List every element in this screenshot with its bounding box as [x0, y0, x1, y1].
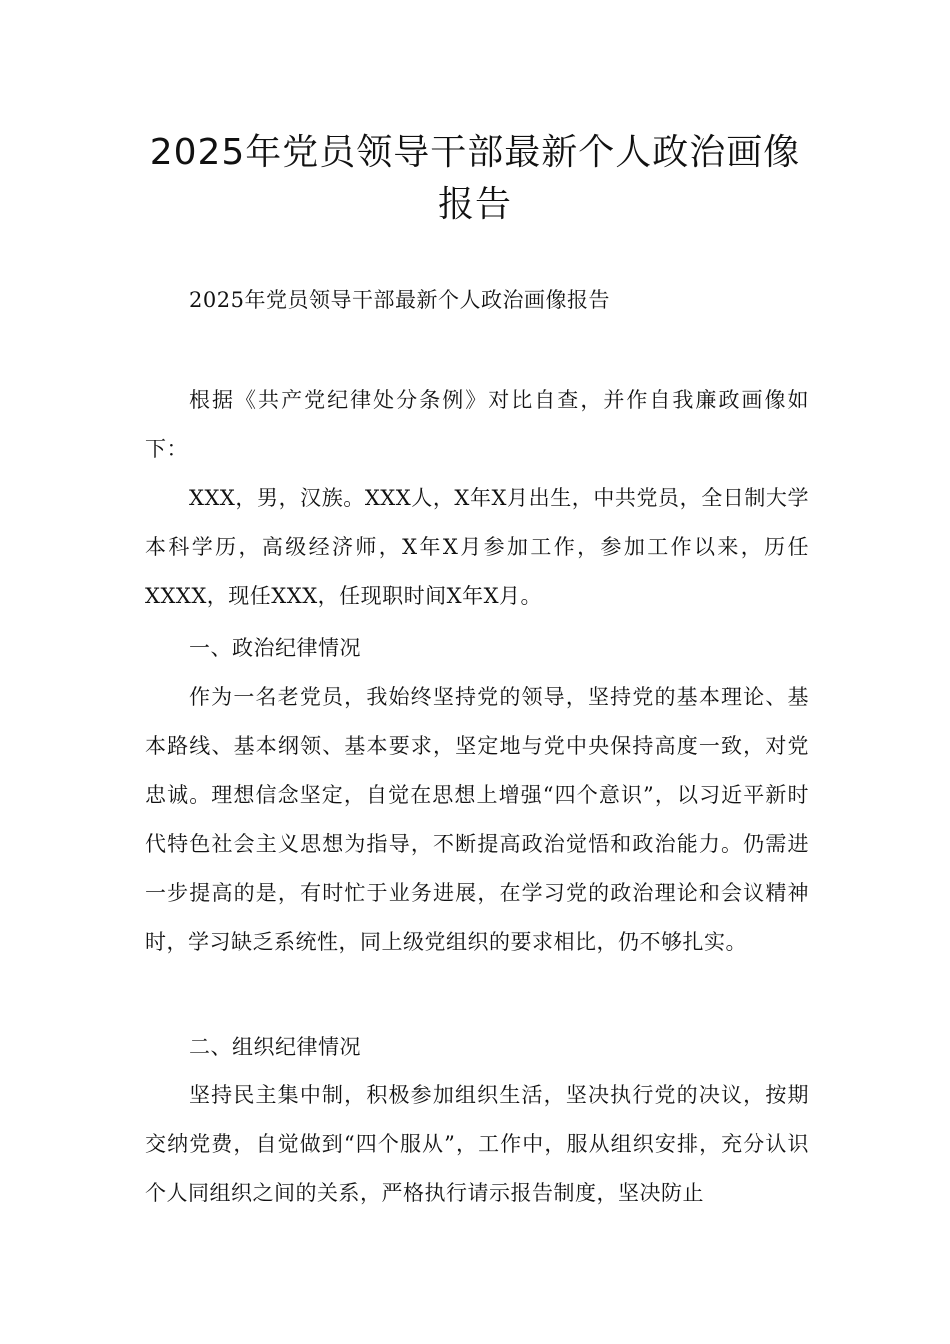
section-1-paragraph: 作为一名老党员，我始终坚持党的领导，坚持党的基本理论、基本路线、基本纲领、基本要求，坚定地与党中央保持高度一致，对党忠诚。理想信念坚定，自觉在思想上增强“四个意识”，以习近平新时代特色社会主义思想为指导，不断提高政治觉悟和政治能力。仍需进一步提高的是，有时忙于业务进展，在学习党的政治理论和会议精神时，学习缺乏系统性，同上级党组织的要求相比，仍不够扎实。 [145, 685, 809, 954]
intro-paragraph: 根据《共产党纪律处分条例》对比自查，并作自我廉政画像如下： [145, 388, 809, 461]
document-title-line-2: 报告 [437, 184, 512, 225]
profile-paragraph: XXX，男，汉族。XXX人，X年X月出生，中共党员，全日制大学本科学历，高级经济师，X年X月参加工作，参加工作以来，历任XXXX，现任XXX，任现职时间X年X月。 [145, 486, 809, 608]
document-title-line-1: 2025年党员领导干部最新个人政治画像 [149, 132, 801, 173]
section-2-heading: 二、组织纪律情况 [189, 1035, 361, 1059]
section-1-heading: 一、政治纪律情况 [189, 636, 361, 660]
document-subtitle: 2025年党员领导干部最新个人政治画像报告 [189, 288, 610, 312]
section-2-paragraph: 坚持民主集中制，积极参加组织生活，坚决执行党的决议，按期交纳党费，自觉做到“四个服从”，工作中，服从组织安排，充分认识个人同组织之间的关系，严格执行请示报告制度，坚决防止 [145, 1083, 809, 1205]
